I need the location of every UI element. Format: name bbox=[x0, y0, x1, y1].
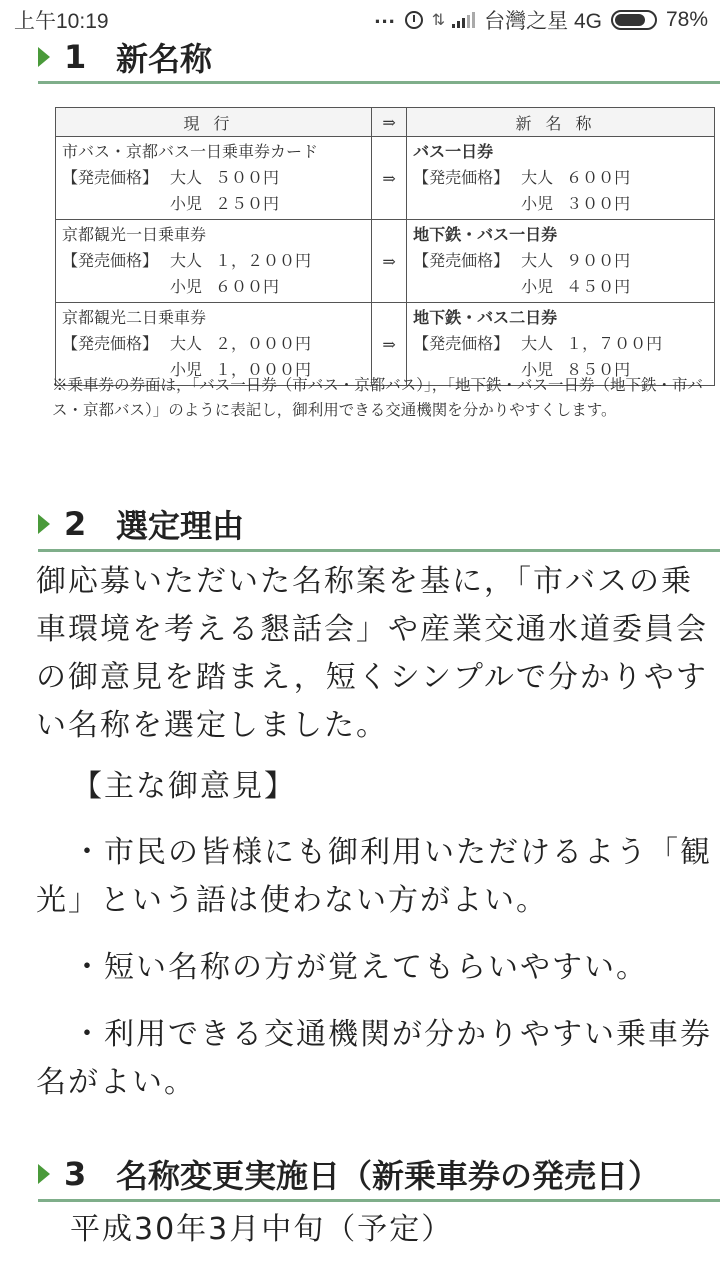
price-label: 【発売価格】 bbox=[413, 334, 510, 353]
more-dots-icon: ... bbox=[374, 3, 396, 28]
signal-icon bbox=[452, 12, 475, 28]
battery-icon bbox=[611, 10, 657, 30]
new-ticket-cell bbox=[407, 220, 715, 303]
adult-label: 大人 bbox=[170, 251, 203, 270]
triangle-bullet-icon bbox=[38, 47, 50, 67]
header-arrow: ⇒ bbox=[372, 108, 407, 137]
child-label: 小児 bbox=[170, 194, 203, 213]
header-new-name: 新名称 bbox=[407, 108, 715, 137]
section-2-heading bbox=[0, 502, 720, 546]
arrow-cell: ⇒ bbox=[372, 303, 407, 386]
section-1-heading bbox=[0, 36, 720, 78]
selection-reason-paragraph: 御応募いただいた名称案を基に，「市バスの乗車環境を考える懇話会」や産業交通水道委員会の御意見を踏まえ，短くシンプルで分かりやすい名称を選定しました。 bbox=[36, 564, 708, 743]
new-ticket-name: 地下鉄・バス二日券 bbox=[413, 308, 558, 327]
old-adult-price: １，２００円 bbox=[215, 251, 312, 270]
section-number: 3 bbox=[64, 1155, 87, 1193]
new-child-price: ８５０円 bbox=[566, 360, 631, 379]
child-label: 小児 bbox=[521, 194, 554, 213]
table-row bbox=[56, 220, 715, 303]
arrow-cell: ⇒ bbox=[372, 220, 407, 303]
adult-label: 大人 bbox=[521, 168, 554, 187]
status-bar bbox=[0, 0, 720, 40]
price-label: 【発売価格】 bbox=[413, 251, 510, 270]
adult-label: 大人 bbox=[521, 251, 554, 270]
old-ticket-name: 京都観光一日乗車券 bbox=[62, 225, 207, 244]
status-time: 上午10:19 bbox=[14, 10, 109, 33]
opinion-item: ・市民の皆様にも御利用いただけるよう「観光」という語は使わない方がよい。 bbox=[36, 835, 712, 918]
child-label: 小児 bbox=[170, 277, 203, 296]
new-child-price: ４５０円 bbox=[566, 277, 631, 296]
triangle-bullet-icon bbox=[38, 514, 50, 534]
new-child-price: ３００円 bbox=[566, 194, 631, 213]
child-label: 小児 bbox=[521, 360, 554, 379]
price-label: 【発売価格】 bbox=[62, 251, 159, 270]
opinions-heading: 【主な御意見】 bbox=[72, 769, 296, 804]
adult-label: 大人 bbox=[521, 334, 554, 353]
new-ticket-name: バス一日券 bbox=[413, 142, 494, 161]
battery-percent: 78% bbox=[665, 8, 708, 31]
old-child-price: ２５０円 bbox=[215, 194, 280, 213]
old-adult-price: ５００円 bbox=[215, 168, 280, 187]
old-ticket-name: 市バス・京都バス一日乗車券カード bbox=[62, 142, 319, 161]
opinion-item: ・短い名称の方が覚えてもらいやすい。 bbox=[72, 950, 648, 985]
section-divider bbox=[38, 81, 720, 84]
arrow-cell: ⇒ bbox=[372, 137, 407, 220]
status-icons bbox=[374, 5, 708, 35]
new-adult-price: １，７００円 bbox=[566, 334, 663, 353]
new-ticket-cell bbox=[407, 137, 715, 220]
price-label: 【発売価格】 bbox=[413, 168, 510, 187]
old-child-price: ６００円 bbox=[215, 277, 280, 296]
old-ticket-cell bbox=[56, 137, 372, 220]
header-current: 現行 bbox=[56, 108, 372, 137]
section-title: 選定理由 bbox=[116, 507, 245, 545]
old-adult-price: ２，０００円 bbox=[215, 334, 312, 353]
section-divider bbox=[38, 1199, 720, 1202]
child-label: 小児 bbox=[170, 360, 203, 379]
old-ticket-cell bbox=[56, 220, 372, 303]
implementation-date: 平成30年3月中旬（予定） bbox=[70, 1212, 454, 1247]
ticket-face-note: ※乗車券の券面は，「バス一日券（市バス・京都バス）」，「地下鉄・バス一日券（地下鉄・市バス・京都バス）」のように表記し，御利用できる交通機関を分かりやすくします。 bbox=[52, 376, 704, 419]
adult-label: 大人 bbox=[170, 168, 203, 187]
price-label: 【発売価格】 bbox=[62, 334, 159, 353]
old-ticket-name: 京都観光二日乗車券 bbox=[62, 308, 207, 327]
table-row bbox=[56, 137, 715, 220]
section-title: 名称変更実施日（新乗車券の発売日） bbox=[116, 1157, 661, 1195]
price-label: 【発売価格】 bbox=[62, 168, 159, 187]
new-ticket-name: 地下鉄・バス一日券 bbox=[413, 225, 558, 244]
carrier-label: 台灣之星 4G bbox=[484, 10, 602, 33]
opinion-item: ・利用できる交通機関が分かりやすい乗車券名がよい。 bbox=[36, 1017, 712, 1100]
section-title: 新名称 bbox=[116, 40, 213, 78]
section-number: 2 bbox=[64, 505, 87, 543]
section-number: 1 bbox=[64, 38, 87, 76]
triangle-bullet-icon bbox=[38, 1164, 50, 1184]
table-header-row bbox=[56, 108, 715, 137]
adult-label: 大人 bbox=[170, 334, 203, 353]
old-child-price: １，０００円 bbox=[215, 360, 312, 379]
child-label: 小児 bbox=[521, 277, 554, 296]
new-adult-price: ９００円 bbox=[566, 251, 631, 270]
comparison-table bbox=[55, 107, 715, 386]
alarm-icon bbox=[405, 11, 423, 29]
section-3-heading bbox=[0, 1152, 720, 1196]
section-divider bbox=[38, 549, 720, 552]
data-transfer-icon: ⇅ bbox=[431, 12, 444, 29]
new-adult-price: ６００円 bbox=[566, 168, 631, 187]
